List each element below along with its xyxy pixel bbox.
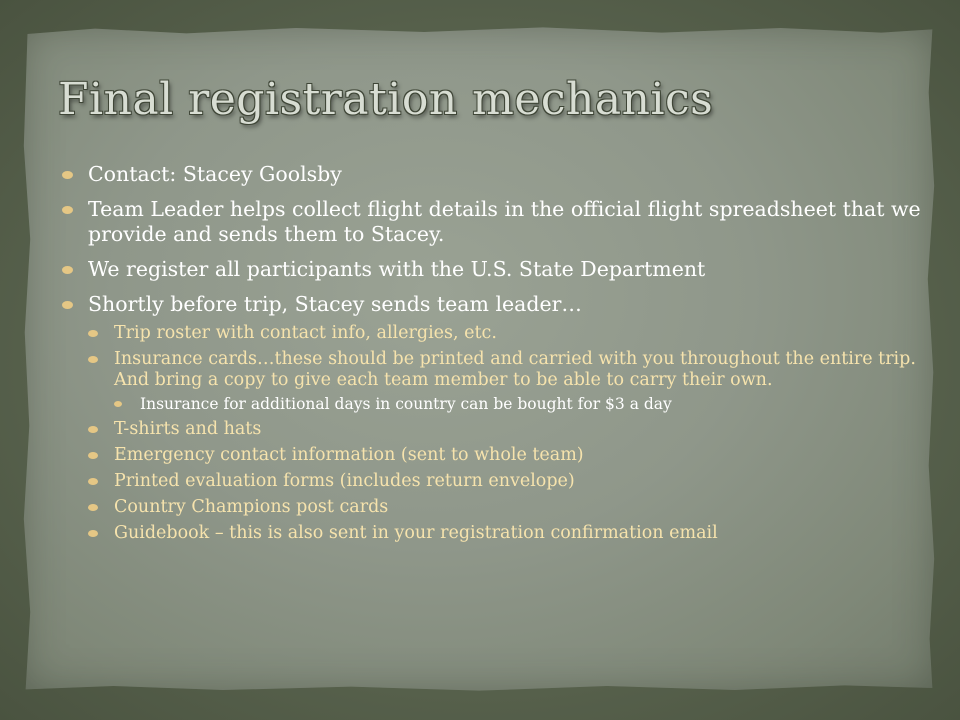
sub-bullet-emergency-contact: [88, 445, 922, 466]
bullet-text: Team Leader helps collect flight details in the official flight spreadsheet that we provide and sends them to Stacey.: [88, 197, 921, 246]
bullet-flight-details: [62, 197, 922, 247]
sub-bullet-text: Country Champions post cards: [114, 497, 389, 517]
sub-sub-bullet-insurance-days: [114, 394, 922, 414]
sub-bullet-text: Insurance cards…these should be printed and carried with you throughout the entire trip. And bring a copy to give each team member to be able to carry their own.: [114, 349, 916, 390]
bullet-text: We register all participants with the U.S. State Department: [88, 257, 706, 281]
sub-bullet-post-cards: [88, 497, 922, 518]
slide-title: Final registration mechanics: [58, 74, 714, 125]
bullet-text: Shortly before trip, Stacey sends team leader…: [88, 292, 582, 316]
slide-content: [62, 162, 922, 554]
sub-bullet-list: [88, 323, 922, 544]
sub-bullet-text: Trip roster with contact info, allergies, etc.: [114, 323, 497, 343]
bullet-state-department: [62, 257, 922, 282]
sub-bullet-trip-roster: [88, 323, 922, 344]
bullet-before-trip: [62, 292, 922, 544]
sub-bullet-insurance-cards: [88, 349, 922, 414]
sub-bullet-text: Guidebook – this is also sent in your registration confirmation email: [114, 523, 718, 543]
sub-bullet-guidebook: [88, 523, 922, 544]
sub-bullet-text: T-shirts and hats: [114, 419, 262, 439]
sub-bullet-text: Emergency contact information (sent to whole team): [114, 445, 584, 465]
sub-bullet-tshirts: [88, 419, 922, 440]
bullet-text: Contact: Stacey Goolsby: [88, 162, 342, 186]
sub-sub-bullet-list: [114, 394, 922, 414]
sub-sub-bullet-text: Insurance for additional days in country can be bought for $3 a day: [140, 395, 672, 413]
bullet-list: [62, 162, 922, 544]
sub-bullet-evaluation-forms: [88, 471, 922, 492]
sub-bullet-text: Printed evaluation forms (includes return envelope): [114, 471, 575, 491]
bullet-contact: [62, 162, 922, 187]
